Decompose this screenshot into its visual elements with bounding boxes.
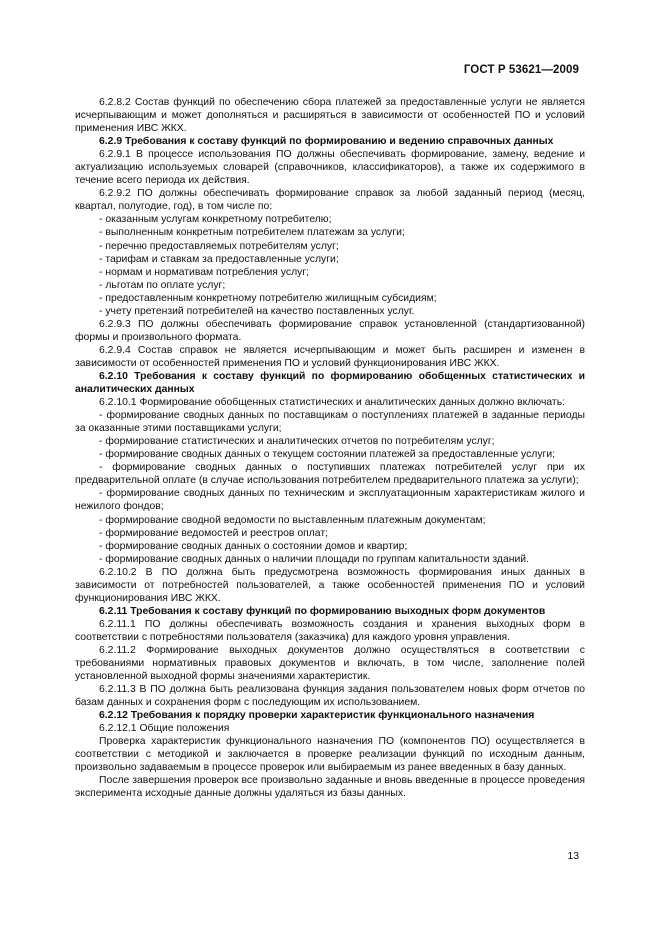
list-item: - выполненным конкретным потребителем платежам за услуги; <box>99 227 405 239</box>
paragraph: 6.2.8.2 Состав функций по обеспечению сбора платежей за предоставленные услуги не является исчерпывающим и может дополняться и расширяться в зависимости от особенностей ПО и условий применения ИВС ЖКХ. <box>75 97 585 135</box>
list-item: - льготам по оплате услуг; <box>99 279 226 291</box>
list-item: - формирование ведомостей и реестров оплат; <box>99 527 328 539</box>
paragraph: Проверка характеристик функционального назначения ПО (компонентов ПО) осуществляется в соответствии с методикой и заключается в проверке реализации функций по исходным данным, произвольно задаваемым в процессе проверок или выбираемым из ранее введенных в базу данных. <box>75 736 585 774</box>
paragraph: 6.2.11.2 Формирование выходных документов должно осуществляться в соответствии с требованиями нормативных правовых документов и включать, в том числе, заполнение полей установленной выходной формы значениями характеристик. <box>75 644 585 683</box>
paragraph: 6.2.9.3 ПО должны обеспечивать формирование справок установленной (стандартизованной) формы и произвольного формата. <box>75 318 585 343</box>
paragraph: 6.2.10.1 Формирование обобщенных статистических и аналитических данных должно включать: <box>99 397 565 409</box>
list-item: - тарифам и ставкам за предоставленные услуги; <box>99 253 339 265</box>
page-number: 13 <box>567 851 579 862</box>
document-header: ГОСТ Р 53621—2009 <box>463 64 579 76</box>
paragraph: 6.2.9.1 В процессе использования ПО должны обеспечивать формирование, замену, ведение и актуализацию используемых словарей (справочников, классификаторов), а также их содержимого в течение всего периода их действия. <box>75 149 585 187</box>
list-item: - формирование сводных данных о состоянии домов и квартир; <box>99 540 408 552</box>
list-item: - формирование сводных данных о поступивших платежах потребителей услуг при их предварительной оплате (в случае использования потребителем предварительного платежа за услуги); <box>75 462 585 487</box>
list-item: - предоставленным конкретному потребителю жилищным субсидиям; <box>99 292 437 304</box>
paragraph: После завершения проверок все произвольно заданные и вновь введенные в процессе проведения эксперимента исходные данные должны удаляться из базы данных. <box>75 775 585 800</box>
list-item: - формирование статистических и аналитических отчетов по потребителям услуг; <box>99 436 495 448</box>
paragraph: 6.2.11.3 В ПО должна быть реализована функция задания пользователем новых форм отчетов по базам данных и сохранения форм с последующим их использованием. <box>75 684 585 709</box>
section-heading: 6.2.11 Требования к составу функций по формированию выходных форм документов <box>99 605 546 617</box>
section-heading: 6.2.12 Требования к порядку проверки характеристик функционального назначения <box>99 710 535 722</box>
paragraph: 6.2.12.1 Общие положения <box>99 723 230 735</box>
list-item: - перечню предоставляемых потребителям услуг; <box>99 240 339 252</box>
section-heading: 6.2.9 Требования к составу функций по формированию и ведению справочных данных <box>99 136 554 148</box>
list-item: - формирование сводной ведомости по выставленным платежным документам; <box>99 514 486 526</box>
section-heading: 6.2.10 Требования к составу функций по формированию обобщенных статистических и аналитических данных <box>75 370 585 396</box>
paragraph: 6.2.9.4 Состав справок не является исчерпывающим и может быть расширен и изменен в зависимости от особенностей применения ПО и условий функционирования ИВС ЖКХ. <box>75 344 585 369</box>
paragraph: 6.2.10.2 В ПО должна быть предусмотрена возможность формирования иных данных в зависимости от потребностей пользователей, а также особенностей применения ПО и условий функционирования ИВС ЖКХ. <box>75 566 585 604</box>
list-item: - формирование сводных данных о текущем состоянии платежей за предоставленные услуги; <box>99 449 556 461</box>
list-item: - оказанным услугам конкретному потребителю; <box>99 214 332 226</box>
paragraph: 6.2.9.2 ПО должны обеспечивать формирование справок за любой заданный период (месяц, квартал, полугодие, год), в том числе по: <box>75 188 585 213</box>
list-item: - формирование сводных данных по поставщикам о поступлениях платежей в заданные периоды за оказанные этими поставщиками услуги; <box>75 410 585 435</box>
paragraph: 6.2.11.1 ПО должны обеспечивать возможность создания и хранения выходных форм в соответствии с потребностями пользователя (заказчика) для каждого уровня управления. <box>75 618 585 643</box>
list-item: - нормам и нормативам потребления услуг; <box>99 266 310 278</box>
list-item: - формирование сводных данных по техническим и эксплуатационным характеристикам жилого и нежилого фондов; <box>75 488 585 513</box>
list-item: - учету претензий потребителей на качество поставленных услуг. <box>99 305 415 317</box>
document-body <box>75 96 585 801</box>
list-item: - формирование сводных данных о наличии площади по группам капитальности зданий. <box>99 553 529 565</box>
